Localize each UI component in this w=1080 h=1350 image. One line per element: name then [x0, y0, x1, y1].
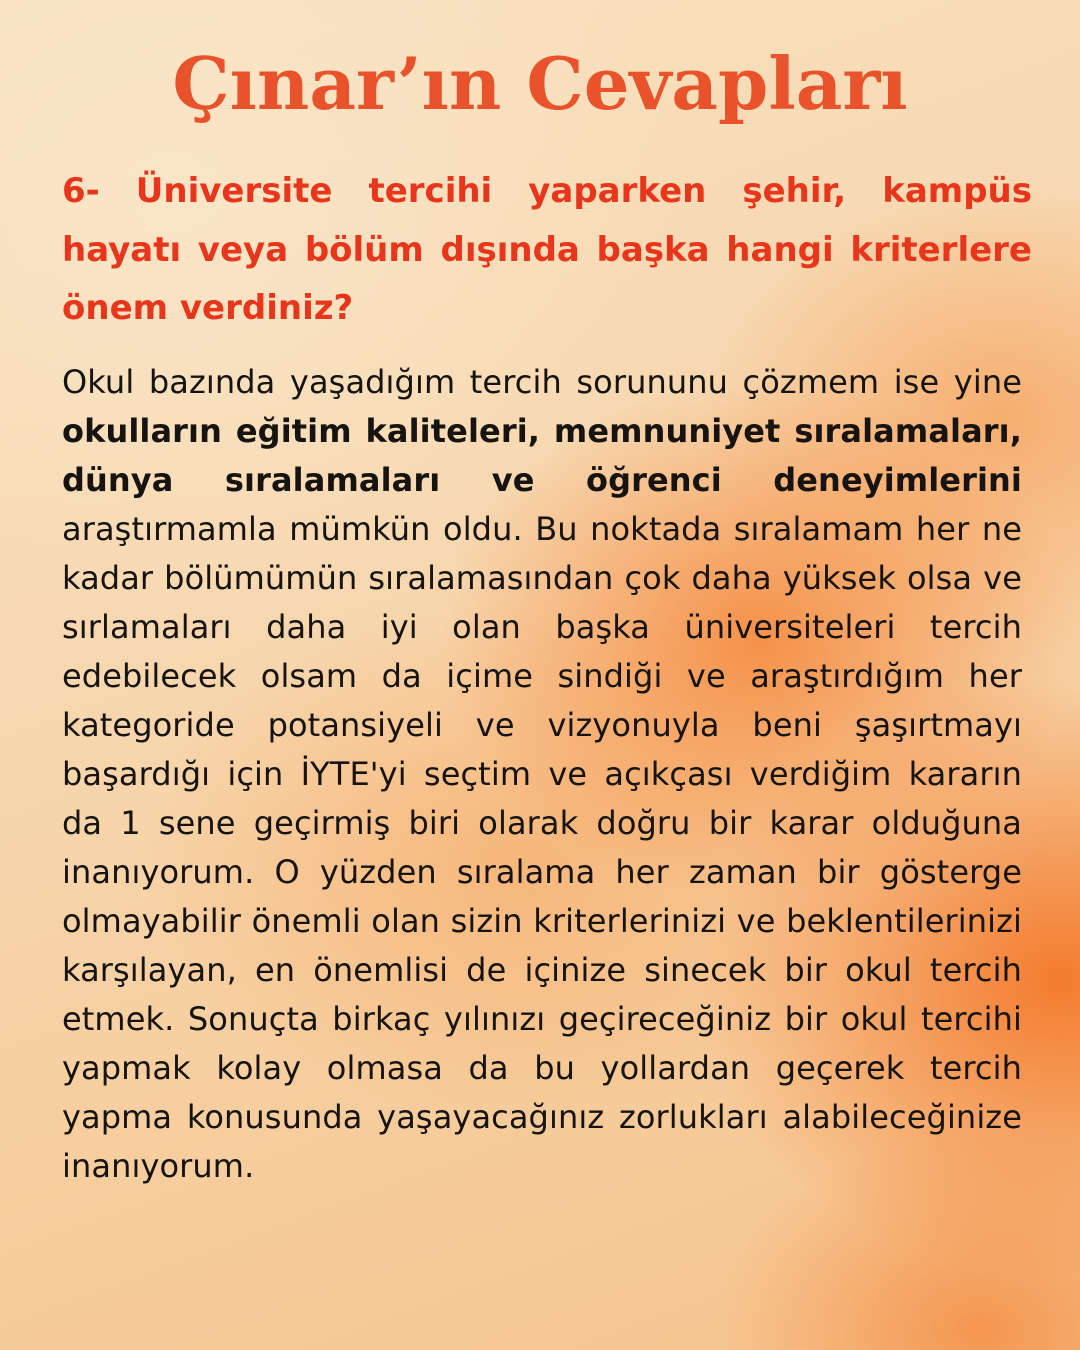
question-text: 6- Üniversite tercihi yaparken şehir, kampüs hayatı veya bölüm dışında başka hangi kriterlere önem verdiniz?: [62, 171, 1032, 328]
page-title: Çınar’ın Cevapları: [172, 41, 908, 126]
answer-text-highlight: okulların eğitim kaliteleri, memnuniyet sıralamaları, dünya sıralamaları ve öğrenci deneyimlerini: [62, 412, 1022, 499]
answer-paragraph: [62, 358, 1022, 1191]
answer-text-intro: Okul bazında yaşadığım tercih sorununu çözmem ise yine: [62, 363, 1022, 401]
answer-text-body: araştırmamla mümkün oldu. Bu noktada sıralamam her ne kadar bölümümün sıralamasından çok daha yüksek olsa ve sırlamaları daha iyi olan başka üniversiteleri tercih edebilecek olsam da içime sindiği ve araştırdığım her kategoride potansiyeli ve vizyonuyla beni şaşırtmayı başardığı için İYTE'yi seçtim ve açıkçası verdiğim kararın da 1 sene geçirmiş biri olarak doğru bir karar olduğuna inanıyorum. O yüzden sıralama her zaman bir gösterge olmayabilir önemli olan sizin kriterlerinizi ve beklentilerinizi karşılayan, en önemlisi de içinize sinecek bir okul tercih etmek. Sonuçta birkaç yılınızı geçireceğiniz bir okul tercihi yapmak kolay olmasa da bu yollardan geçerek tercih yapma konusunda yaşayacağınız zorlukları alabileceğinize inanıyorum.: [62, 510, 1022, 1185]
